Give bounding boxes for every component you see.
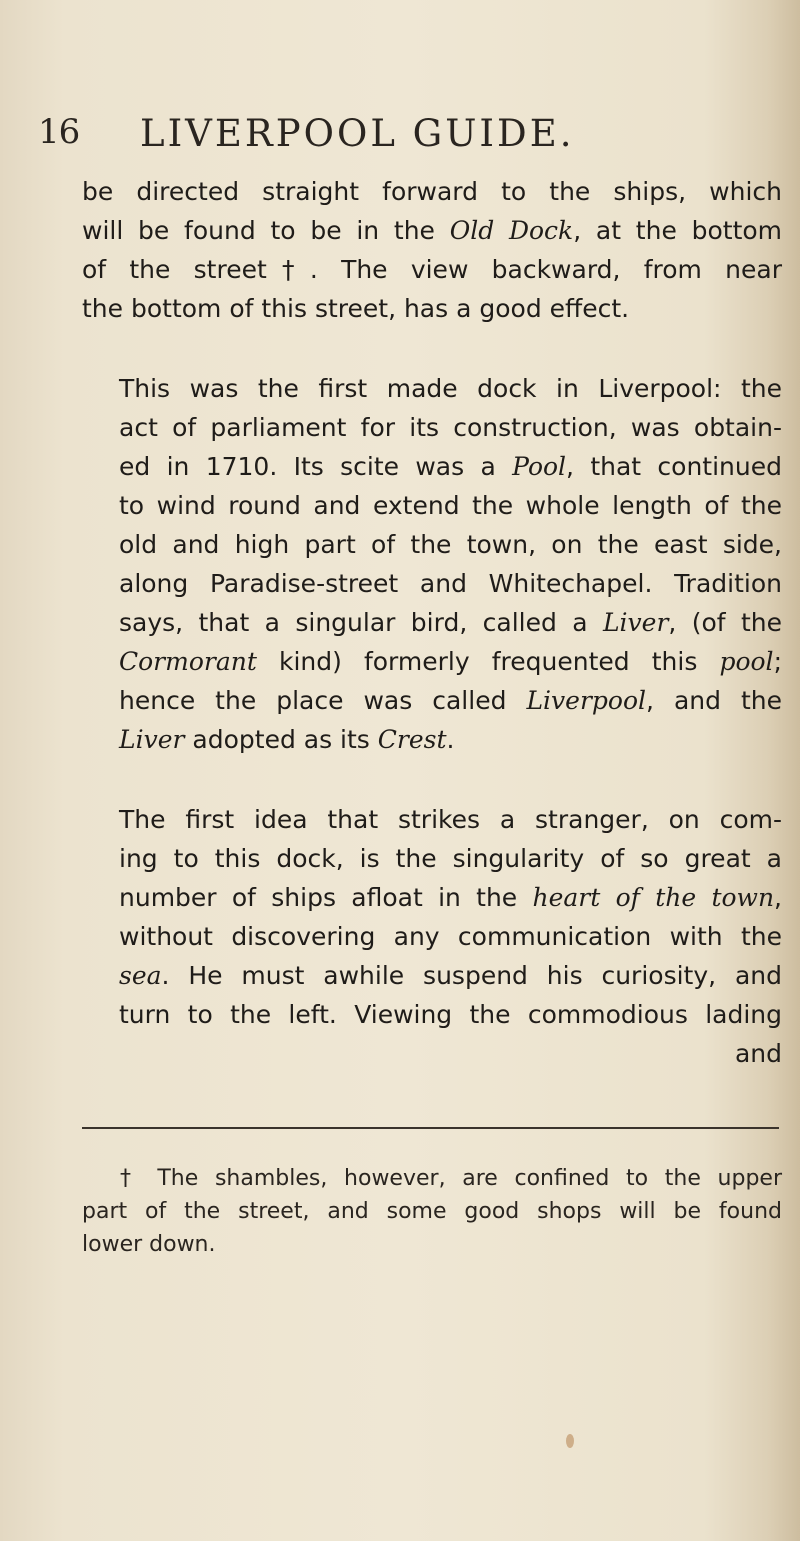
text-line: of the street†. The view backward, from near [82,255,782,284]
text-line: ed in 1710. Its scite was a Pool, that continued [119,452,782,481]
italic-text: sea [119,961,162,990]
text-line: hence the place was called Liverpool, and the [119,686,783,715]
page-number: 16 [38,112,80,152]
text-line: number of ships afloat in the heart of the town, [119,883,782,912]
italic-text: pool [719,647,774,676]
footnote-line: lower down. [82,1232,216,1257]
italic-text: Pool [512,452,567,481]
footnote-line: part of the street, and some good shops will be found [82,1199,782,1224]
text-line: Cormorant kind) formerly frequented this pool; [119,647,782,676]
text-line: says, that a singular bird, called a Liver, (of the [119,608,782,637]
text-line: sea. He must awhile suspend his curiosity, and [119,961,782,990]
paragraph-3 [82,800,782,1073]
italic-text: Liver [602,608,669,637]
text-line: This was the first made dock in Liverpool: the [119,374,782,403]
italic-text: Cormorant [119,647,257,676]
body-text [82,172,782,1114]
italic-text: Liver [119,725,185,754]
italic-text: Old Dock [449,216,574,245]
text-line: along Paradise-street and Whitechapel. Tradition [119,569,782,598]
text-line: be directed straight forward to the ships, which [82,177,782,206]
footnote [82,1162,782,1261]
text-line: The first idea that strikes a stranger, on com- [119,805,782,834]
text-line: will be found to be in the Old Dock, at the bottom [82,216,783,245]
italic-text: heart of the town [532,883,775,912]
text-line: Liver adopted as its Crest. [119,725,455,754]
running-title: LIVERPOOL GUIDE. [140,112,575,155]
text-line: the bottom of this street, has a good effect. [82,294,630,323]
text-line: ing to this dock, is the singularity of so great a [119,844,782,873]
text-line: without discovering any communication with the [119,922,782,951]
italic-text: Liverpool [526,686,647,715]
page-header [0,112,800,162]
paragraph-1 [82,172,782,328]
ink-stain [566,1434,574,1448]
text-line: act of parliament for its construction, was obtain- [119,413,782,442]
text-line: and [734,1039,782,1068]
text-line: turn to the left. Viewing the commodious lading [119,1000,782,1029]
footnote-divider [82,1127,779,1129]
text-line: old and high part of the town, on the east side, [119,530,782,559]
footnote-line: † The shambles, however, are confined to the upper [120,1166,782,1191]
italic-text: Crest [377,725,447,754]
paragraph-2 [82,369,782,759]
text-line: to wind round and extend the whole length of the [119,491,782,520]
